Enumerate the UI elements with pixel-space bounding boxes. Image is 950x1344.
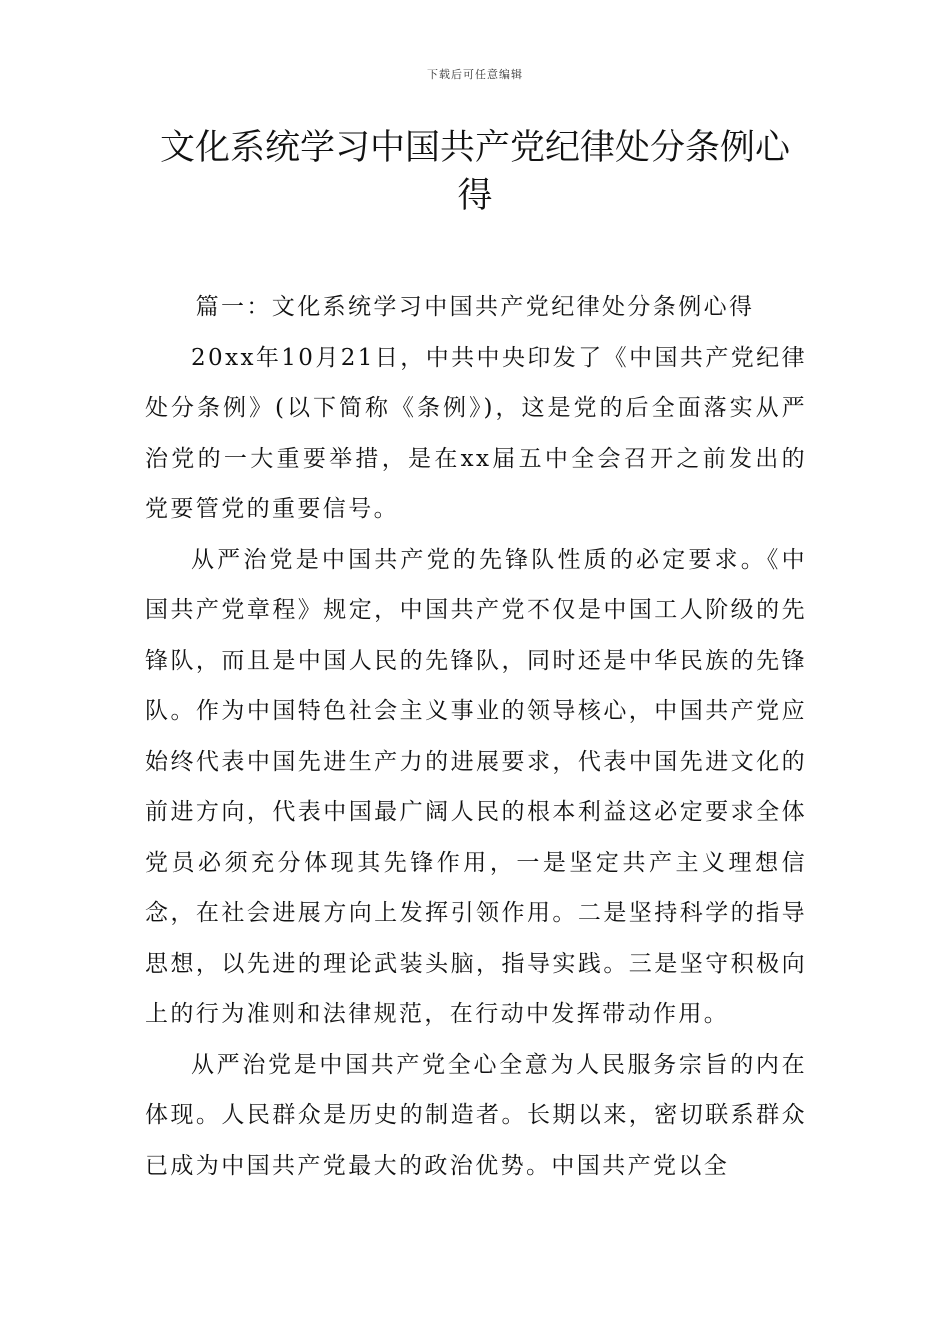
document-body xyxy=(145,282,807,1191)
section-subtitle: 篇一：文化系统学习中国共产党纪律处分条例心得 xyxy=(195,294,755,320)
document-title: 文化系统学习中国共产党纪律处分条例心得 xyxy=(159,128,790,216)
paragraph: 从严治党是中国共产党的先锋队性质的必定要求。《中国共产党章程》规定，中国共产党不仅是中国工人阶级的先锋队，而且是中国人民的先锋队，同时还是中华民族的先锋队。作为中国特色社会主义事业的领导核心，中国共产党应始终代表中国先进生产力的进展要求，代表中国先进文化的前进方向，代表中国最广阔人民的根本利益这必定要求全体党员必须充分体现其先锋作用，一是坚定共产主义理想信念，在社会进展方向上发挥引领作用。二是坚持科学的指导思想，以先进的理论武装头脑，指导实践。三是坚守积极向上的行为准则和法律规范，在行动中发挥带动作用。 xyxy=(145,546,807,1027)
header-note: 下载后可任意编辑 xyxy=(427,68,523,81)
paragraph: 20xx年10月21日，中共中央印发了《中国共产党纪律处分条例》(以下简称《条例》)，这是党的后全面落实从严治党的一大重要举措，是在xx届五中全会召开之前发出的党要管党的重要信号。 xyxy=(145,344,807,522)
paragraph: 从严治党是中国共产党全心全意为人民服务宗旨的内在体现。人民群众是历史的制造者。长期以来，密切联系群众已成为中国共产党最大的政治优势。中国共产党以全 xyxy=(145,1051,807,1179)
